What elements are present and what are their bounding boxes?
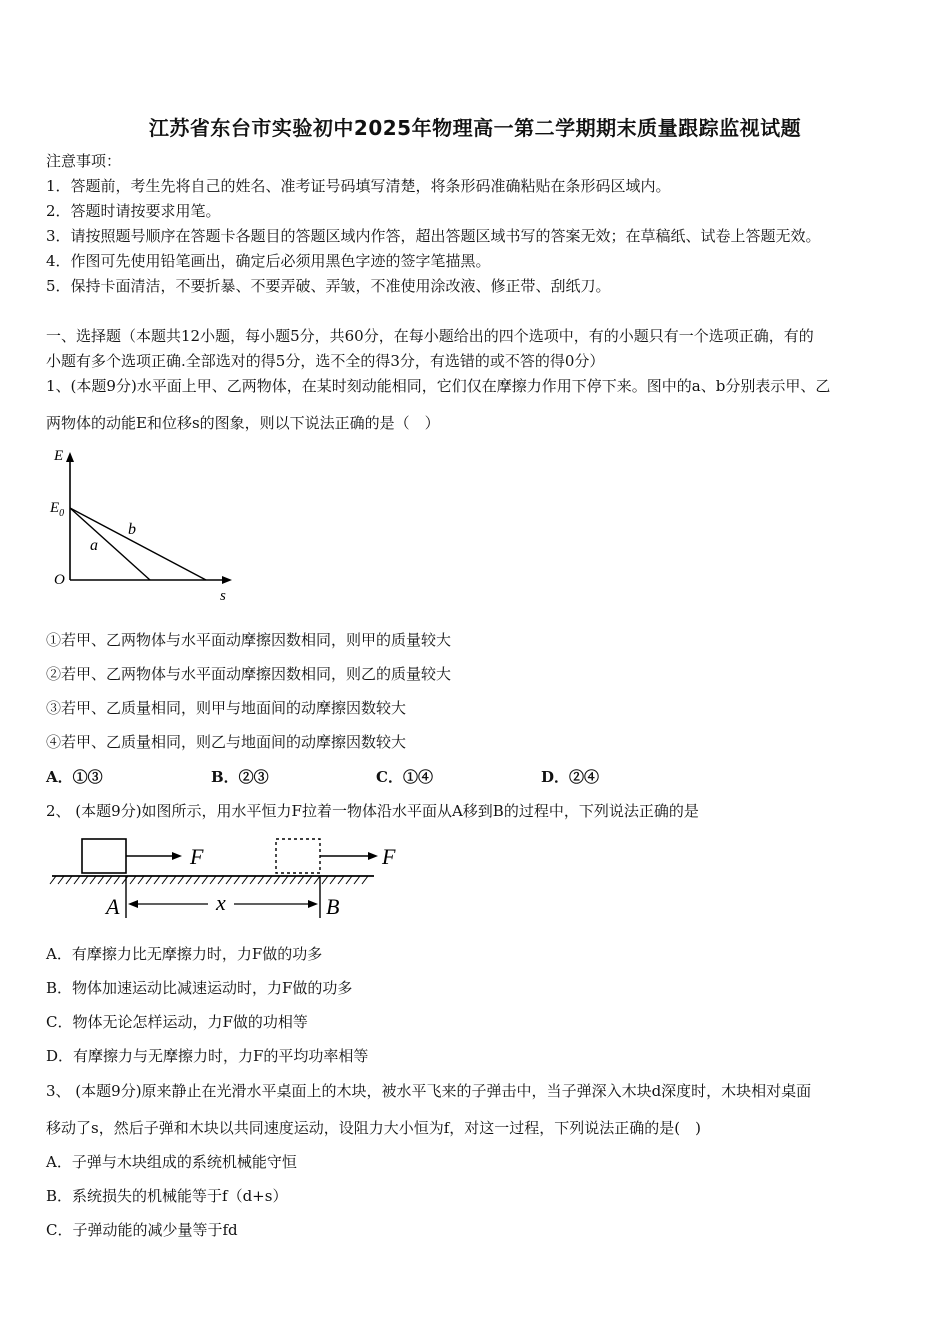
option-b[interactable]: B．系统损失的机械能等于f（d+s） <box>46 1187 288 1205</box>
option-a[interactable]: A．子弹与木块组成的系统机械能守恒 <box>46 1153 297 1171</box>
section-instructions: 小题有多个选项正确.全部选对的得5分，选不全的得3分，有选错的或不答的得0分） <box>46 352 605 370</box>
line-b-label: b <box>128 521 136 538</box>
statement: ②若甲、乙两物体与水平面动摩擦因数相同，则乙的质量较大 <box>46 665 452 683</box>
q1-options <box>46 767 599 787</box>
y-axis-arrow <box>66 452 74 462</box>
point-b-label: B <box>326 894 340 919</box>
question-1-stem: 1、(本题9分)水平面上甲、乙两物体，在某时刻动能相同，它们仅在摩擦力作用下停下来。图中的a、b分别表示甲、乙 <box>46 377 831 395</box>
statement: ①若甲、乙两物体与水平面动摩擦因数相同，则甲的质量较大 <box>46 631 452 649</box>
option-c[interactable]: C．子弹动能的减少量等于fd <box>46 1221 238 1239</box>
notice-item: 4．作图可先使用铅笔画出，确定后必须用黑色字迹的签字笔描黑。 <box>46 252 491 270</box>
e0-label: E <box>50 500 60 516</box>
block-at-b <box>276 839 320 873</box>
question-3-stem: 3、 (本题9分)原来静止在光滑水平桌面上的木块，被水平飞来的子弹击中，当子弹深入木块d深度时，木块相对桌面 <box>46 1082 812 1100</box>
notice-item: 1．答题前，考生先将自己的姓名、准考证号码填写清楚，将条形码准确粘贴在条形码区域内。 <box>46 177 671 195</box>
x-axis-arrow <box>222 576 232 584</box>
notice-item: 2．答题时请按要求用笔。 <box>46 202 221 220</box>
force-label-2: F <box>382 844 396 869</box>
option-a[interactable]: A．①③ <box>46 768 103 786</box>
page-title: 江苏省东台市实验初中2025年物理高一第二学期期末质量跟踪监视试题 <box>148 116 802 140</box>
y-axis-label: E <box>54 448 64 464</box>
point-a-label: A <box>106 894 120 919</box>
question-3-stem: 移动了s，然后子弹和木块以共同速度运动，设阻力大小恒为f，对这一过程，下列说法正确的是( ) <box>46 1119 701 1137</box>
statement: ③若甲、乙质量相同，则甲与地面间的动摩擦因数较大 <box>46 699 407 717</box>
q2-block-force-diagram <box>48 836 418 924</box>
statement: ④若甲、乙质量相同，则乙与地面间的动摩擦因数较大 <box>46 733 407 751</box>
origin-label: O <box>54 572 65 588</box>
e0-subscript: 0 <box>59 508 65 519</box>
x-axis-label: s <box>220 588 226 604</box>
option-c[interactable]: C．物体无论怎样运动，力F做的功相等 <box>46 1013 308 1031</box>
notice-item: 3．请按照题号顺序在答题卡各题目的答题区域内作答，超出答题区域书写的答案无效；在草稿纸、试卷上答题无效。 <box>46 227 821 245</box>
option-b[interactable]: B．②③ <box>211 768 269 786</box>
force-label-1: F <box>190 844 204 869</box>
q1-energy-displacement-graph <box>44 444 244 604</box>
notice-heading: 注意事项： <box>46 152 122 170</box>
option-c[interactable]: C．①④ <box>376 768 433 786</box>
svg-text:E0 <box>49 500 64 519</box>
notice-item: 5．保持卡面清洁，不要折暴、不要弄破、弄皱，不准使用涂改液、修正带、刮纸刀。 <box>46 277 611 295</box>
distance-label: x <box>216 890 226 915</box>
option-a[interactable]: A．有摩擦力比无摩擦力时，力F做的功多 <box>46 945 323 963</box>
block-at-a <box>82 839 126 873</box>
question-1-stem: 两物体的动能E和位移s的图象，则以下说法正确的是（ ） <box>46 414 440 432</box>
question-2-stem: 2、 (本题9分)如图所示，用水平恒力F拉着一物体沿水平面从A移到B的过程中，下列说法正确的是 <box>46 802 699 820</box>
option-d[interactable]: D．②④ <box>541 768 600 786</box>
section-instructions: 一、选择题（本题共12小题，每小题5分，共60分，在每小题给出的四个选项中，有的小题只有一个选项正确，有的 <box>46 327 814 345</box>
option-d[interactable]: D．有摩擦力与无摩擦力时，力F的平均功率相等 <box>46 1047 369 1065</box>
option-b[interactable]: B．物体加速运动比减速运动时，力F做的功多 <box>46 979 353 997</box>
line-a-label: a <box>90 537 98 554</box>
